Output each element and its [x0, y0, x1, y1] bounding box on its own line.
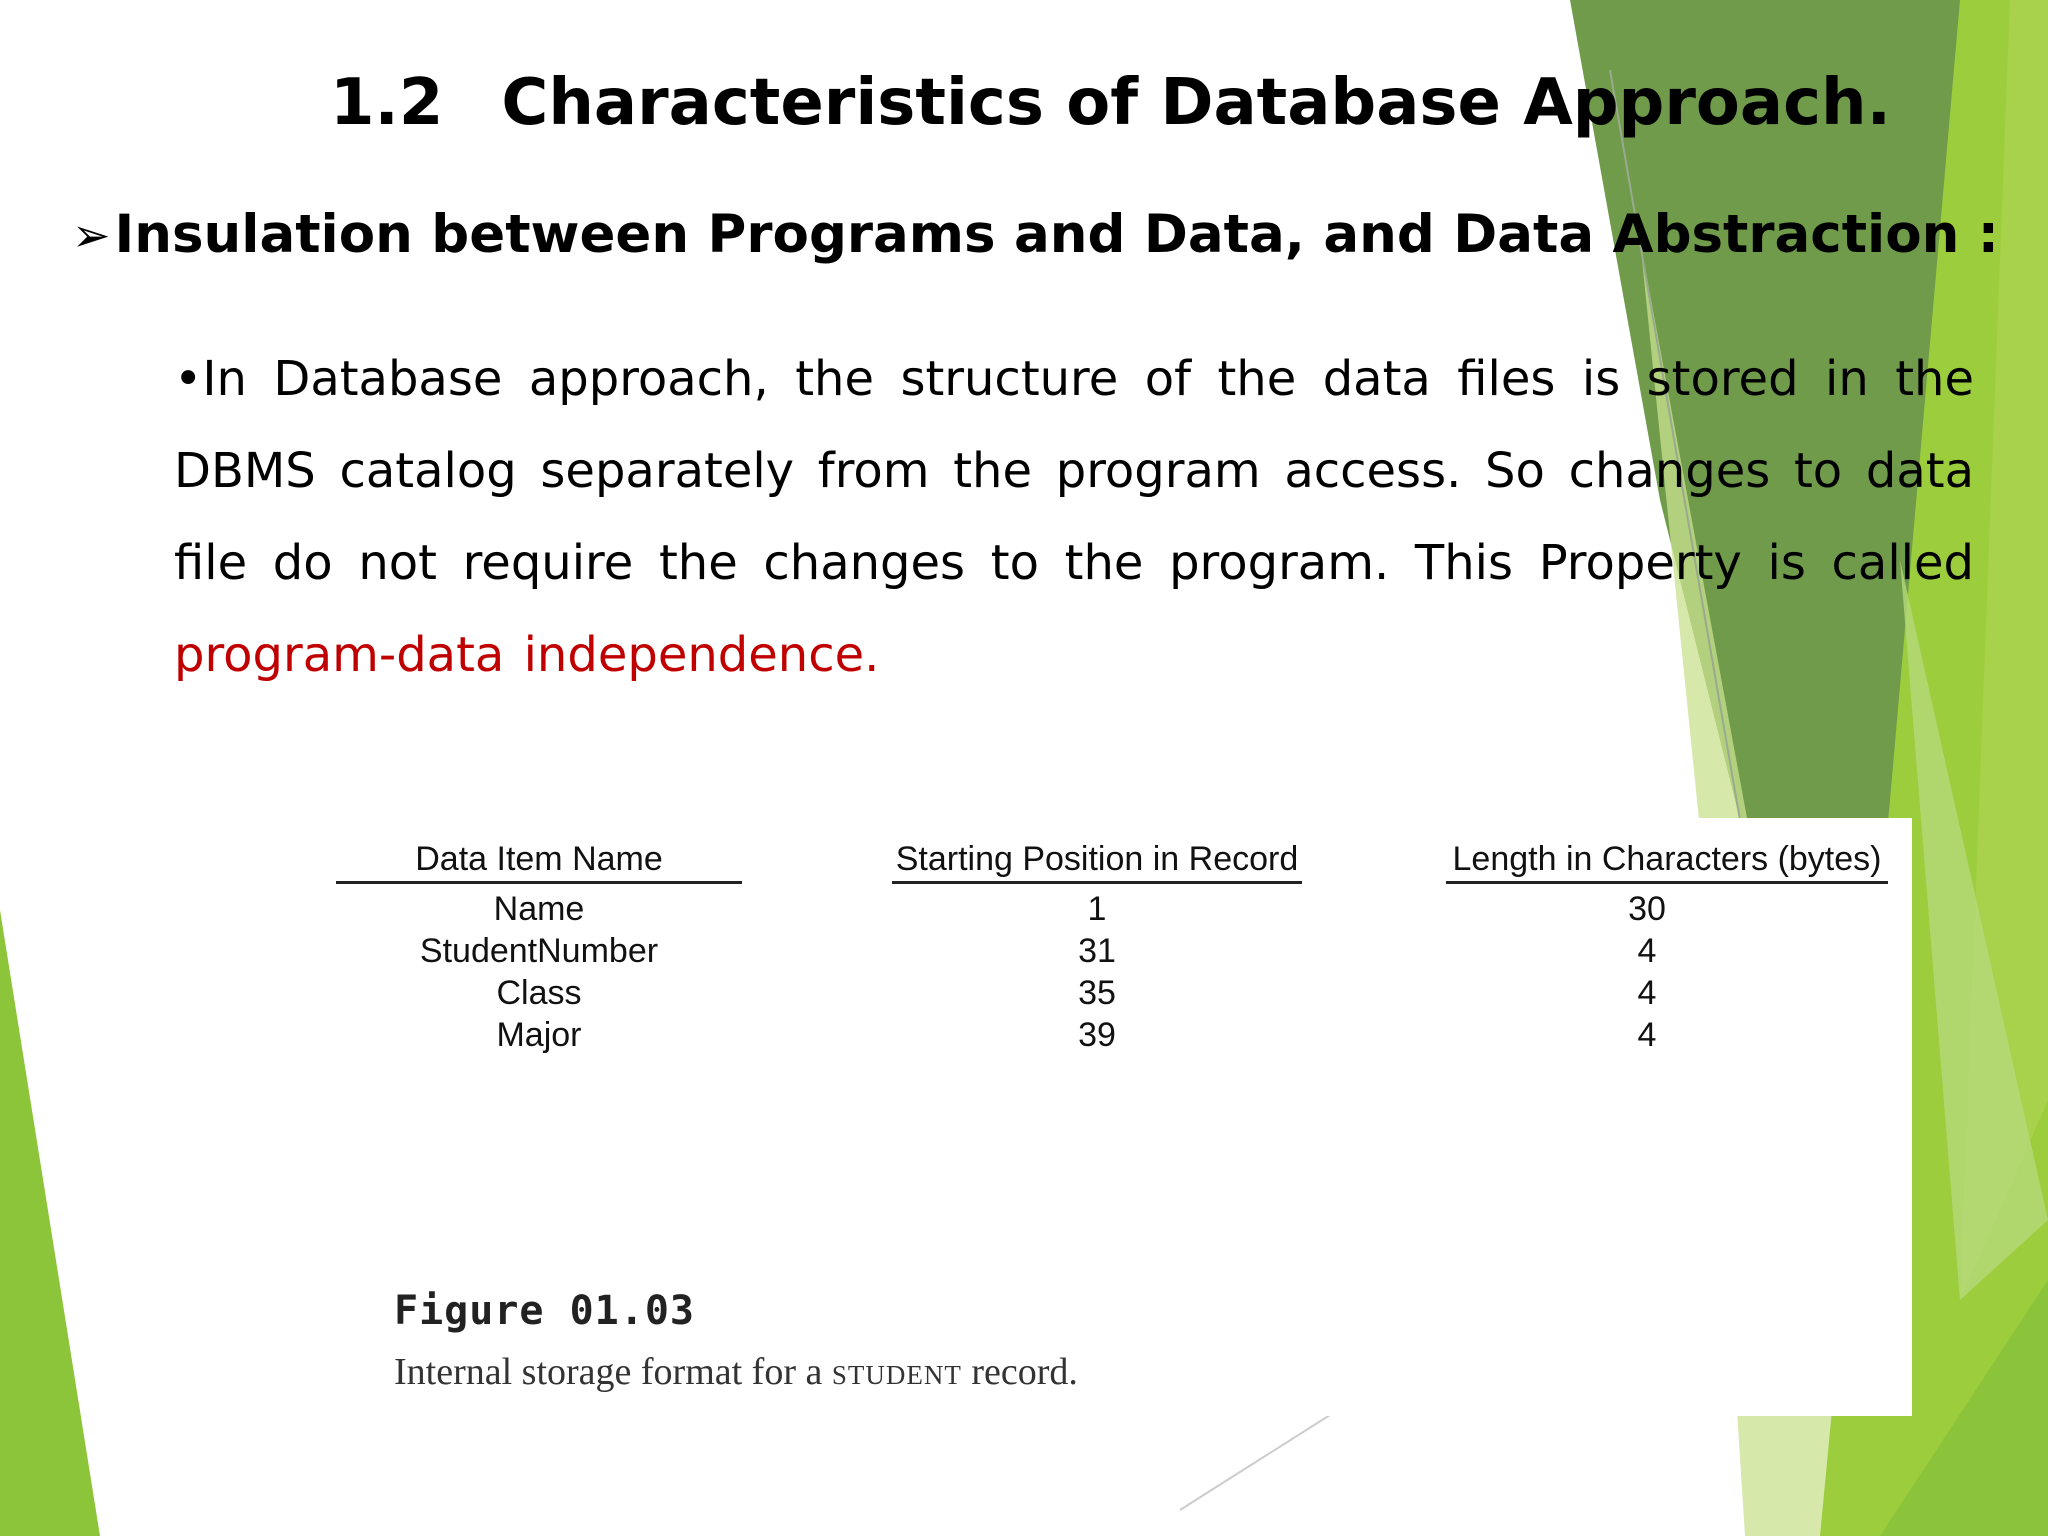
- table-cell: 4: [1637, 932, 1657, 970]
- body-text: In Database approach, the structure of the data files is stored in the DBMS catalog separately from the program access. So changes to data file do not require the changes to the program. This Property is called: [174, 351, 1974, 591]
- column-header: Length in Characters (bytes): [1446, 840, 1888, 884]
- bullet-icon: •: [174, 351, 203, 407]
- slide-title: [330, 66, 1891, 140]
- table-cell: Class: [496, 974, 582, 1012]
- caption-text-end: record.: [961, 1351, 1078, 1393]
- title-text: Characteristics of Database Approach.: [501, 66, 1891, 140]
- left-green-shard: [0, 910, 100, 1536]
- table-cell: 1: [1087, 890, 1107, 928]
- subheading-text: Insulation between Programs and Data, and Data Abstraction :: [114, 204, 1999, 265]
- table-cell: 4: [1637, 1016, 1657, 1054]
- arrow-bullet-icon: ➢: [72, 207, 111, 262]
- table-cell: 35: [1078, 974, 1116, 1012]
- column-length: [1446, 840, 1888, 1056]
- column-header: Starting Position in Record: [892, 840, 1302, 884]
- body-paragraph: [174, 333, 1974, 701]
- table-cell: StudentNumber: [419, 932, 659, 970]
- caption-smallcaps: STUDENT: [831, 1360, 962, 1390]
- thin-diagonal-line-lower: [1180, 1415, 1330, 1510]
- figure-label: Figure 01.03: [394, 1288, 695, 1334]
- table-cell: Major: [496, 1016, 582, 1054]
- highlight-term: program-data independence.: [174, 627, 880, 683]
- table-cell: 31: [1078, 932, 1116, 970]
- figure-caption: [394, 1350, 1078, 1394]
- column-header: Data Item Name: [336, 840, 742, 884]
- caption-text: Internal storage format for a: [394, 1351, 832, 1393]
- title-number: 1.2: [330, 66, 444, 140]
- column-starting-position: [892, 840, 1302, 1056]
- table-cell: Name: [493, 890, 585, 928]
- column-data-item-name: [336, 840, 742, 1056]
- table-cell: 39: [1078, 1016, 1116, 1054]
- table-cell: 4: [1637, 974, 1657, 1012]
- table-cell: 30: [1628, 890, 1666, 928]
- figure-image: [300, 818, 1912, 1416]
- subheading: [72, 204, 1999, 265]
